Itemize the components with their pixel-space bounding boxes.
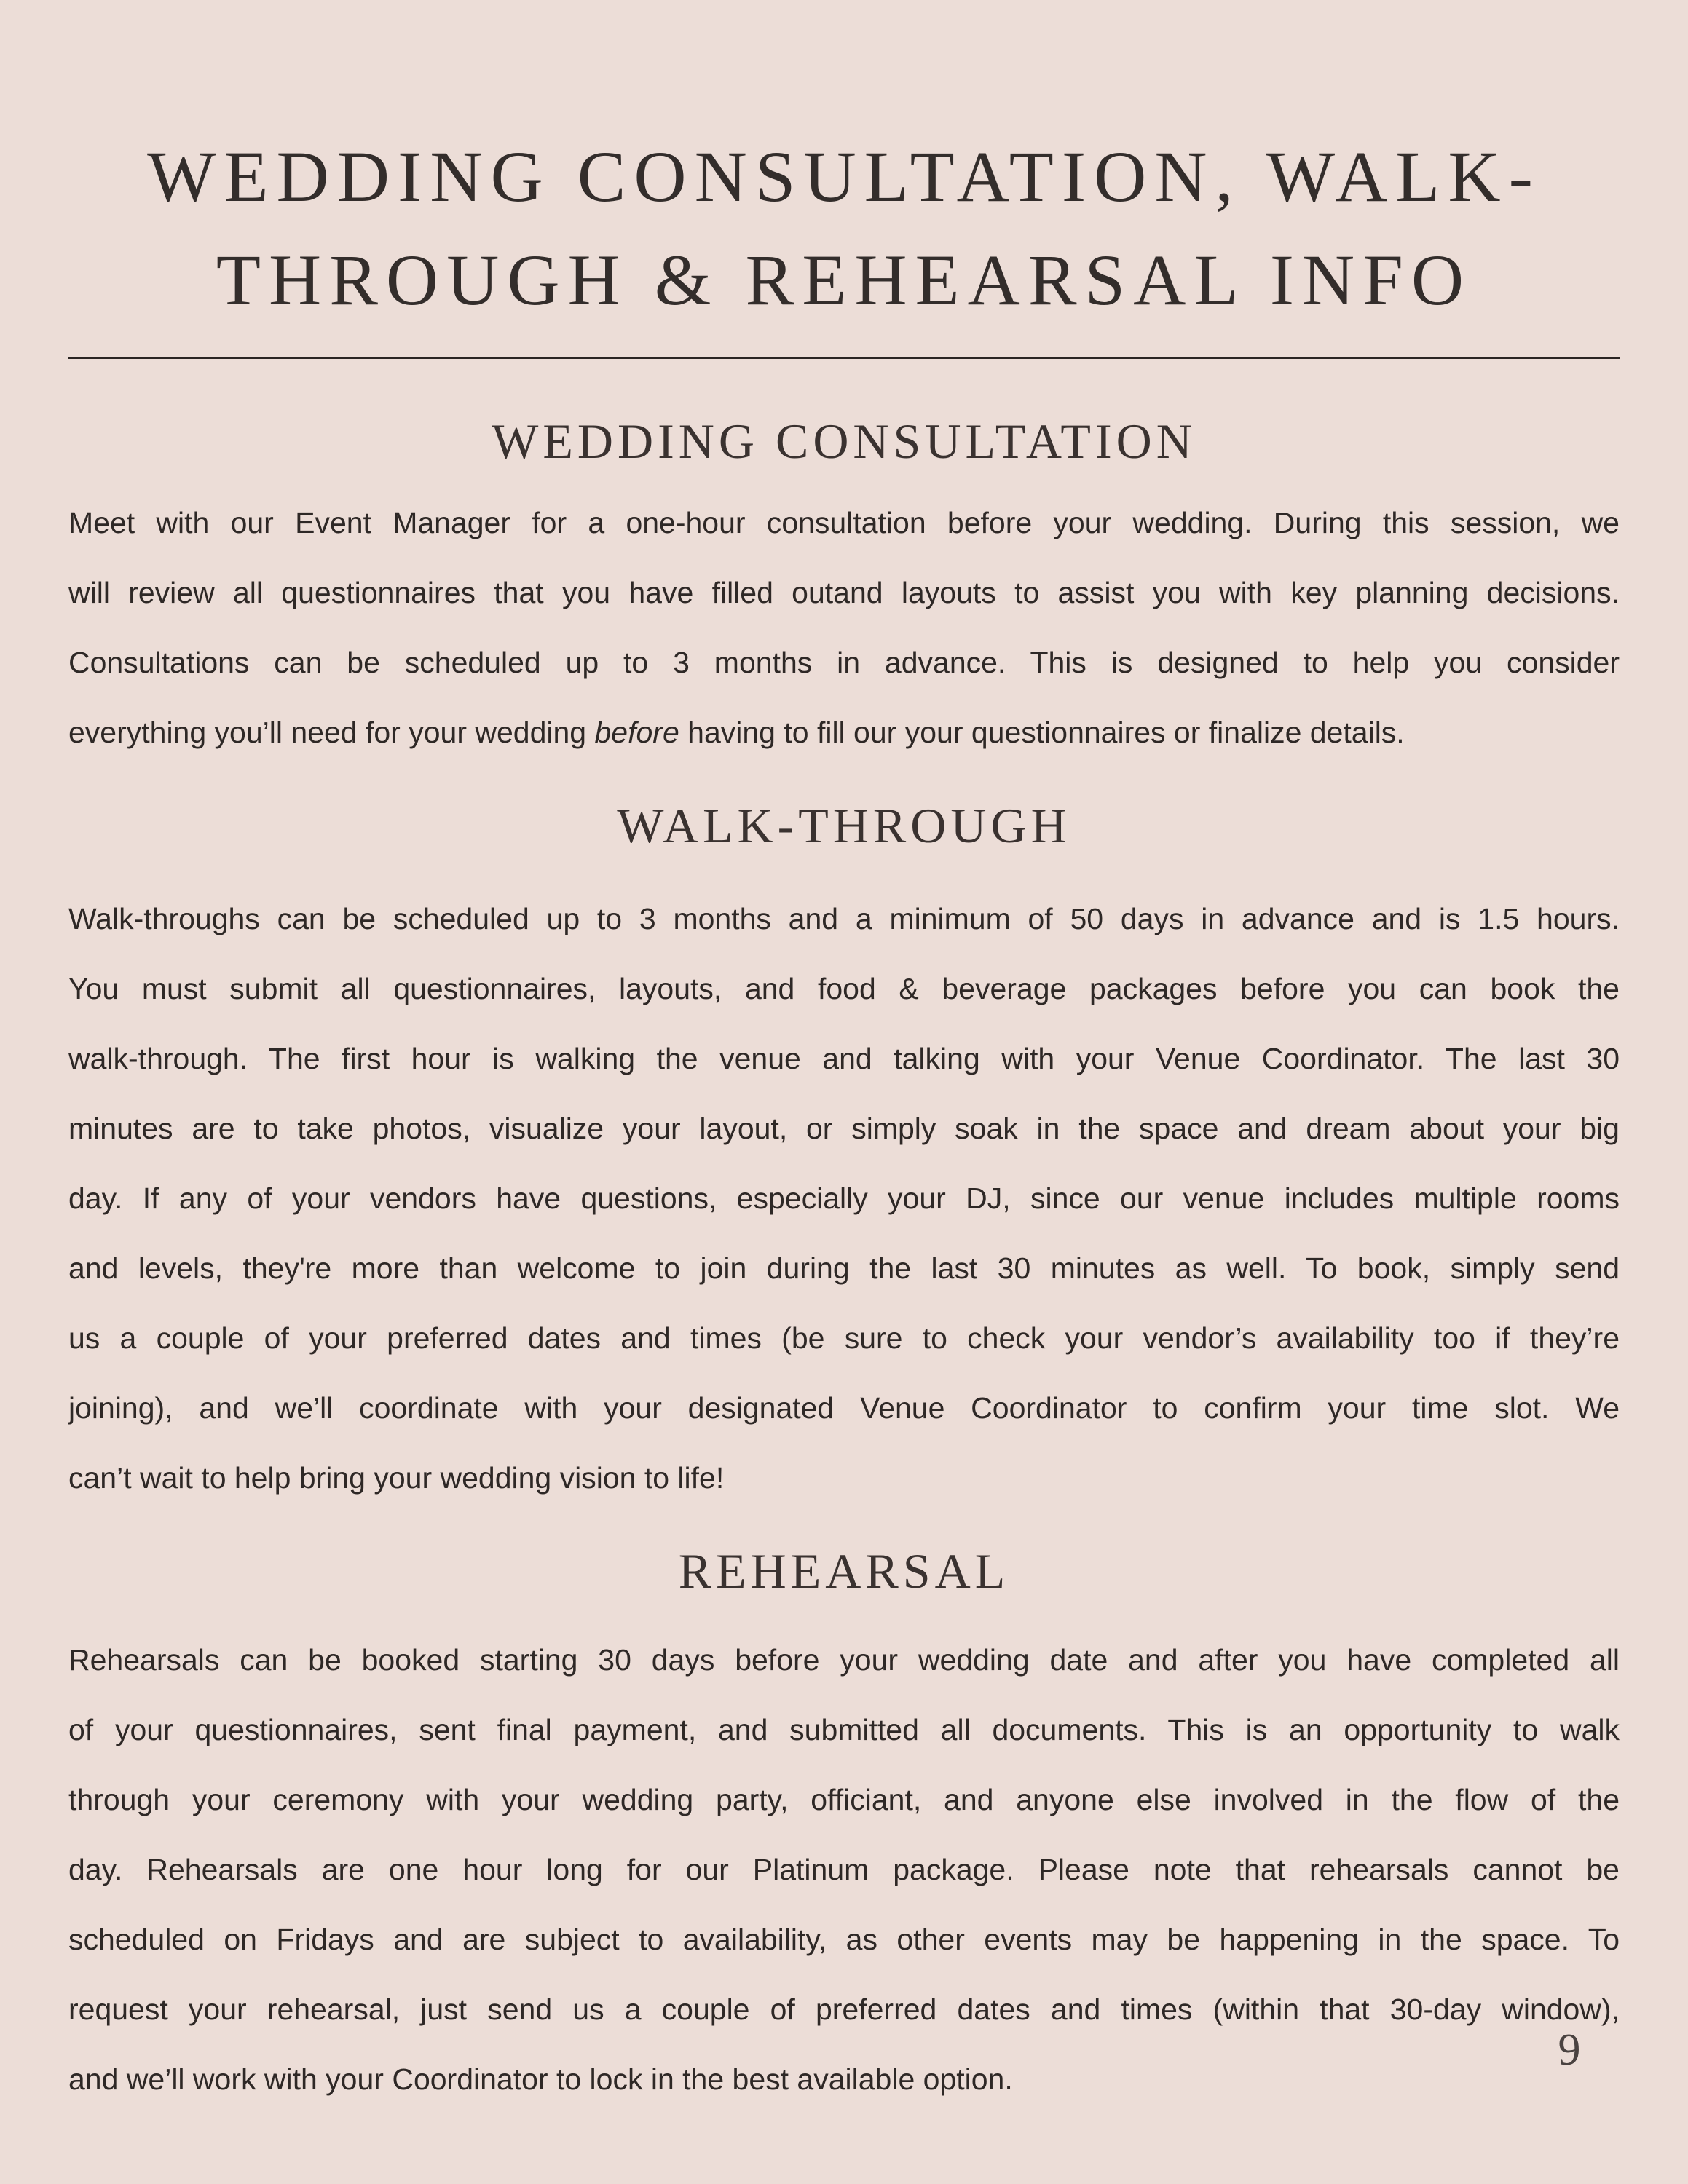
rehearsal-line: and we’ll work with your Coordinator to lock in the best available option.: [68, 2062, 1013, 2096]
page-number: 9: [1558, 2025, 1581, 2075]
rehearsal-line: day. Rehearsals are one hour long for our Platinum package. Please note that rehearsals cannot be: [68, 1853, 1620, 1886]
consultation-text: everything you’ll need for your wedding: [68, 716, 595, 749]
walkthrough-line: joining), and we’ll coordinate with your designated Venue Coordinator to confirm your time slot. We: [68, 1391, 1620, 1425]
walkthrough-line: walk-through. The first hour is walking the venue and talking with your Venue Coordinator. The last 30: [68, 1042, 1620, 1075]
consultation-line: Consultations can be scheduled up to 3 months in advance. This is designed to help you consider: [68, 646, 1620, 679]
section-heading-rehearsal: REHEARSAL: [678, 1543, 1010, 1599]
section-heading-walkthrough: WALK-THROUGH: [617, 798, 1071, 853]
walkthrough-paragraph: [68, 884, 1620, 1513]
rehearsal-paragraph: [68, 1625, 1620, 2114]
page-title-line-2: THROUGH & REHEARSAL INFO: [216, 240, 1472, 320]
page-title-line-1: WEDDING CONSULTATION, WALK-: [147, 136, 1541, 217]
consultation-text: having to fill our your questionnaires or finalize details.: [679, 716, 1405, 749]
walkthrough-line: minutes are to take photos, visualize your layout, or simply soak in the space and dream about your big: [68, 1112, 1620, 1145]
rehearsal-line: through your ceremony with your wedding party, officiant, and anyone else involved in the flow of the: [68, 1783, 1620, 1816]
title-divider: [68, 357, 1620, 359]
page-title: [0, 125, 1688, 332]
walkthrough-line: can’t wait to help bring your wedding vision to life!: [68, 1461, 725, 1495]
rehearsal-line: scheduled on Fridays and are subject to availability, as other events may be happening in the space. To: [68, 1923, 1620, 1956]
emphasis-text: before: [594, 716, 679, 749]
consultation-line: will review all questionnaires that you have filled outand layouts to assist you with key planning decisions.: [68, 576, 1620, 609]
consultation-line: Meet with our Event Manager for a one-hour consultation before your wedding. During this session, we: [68, 506, 1620, 539]
rehearsal-line: of your questionnaires, sent final payment, and submitted all documents. This is an opportunity to walk: [68, 1713, 1620, 1746]
walkthrough-line: us a couple of your preferred dates and times (be sure to check your vendor’s availability too if they’re: [68, 1321, 1620, 1355]
rehearsal-line: request your rehearsal, just send us a couple of preferred dates and times (within that 30-day window),: [68, 1993, 1620, 2026]
walkthrough-line: day. If any of your vendors have questions, especially your DJ, since our venue includes multiple rooms: [68, 1182, 1620, 1215]
walkthrough-line: Walk-throughs can be scheduled up to 3 months and a minimum of 50 days in advance and is 1.5 hours.: [68, 902, 1620, 935]
walkthrough-line: and levels, they're more than welcome to join during the last 30 minutes as well. To book, simply send: [68, 1251, 1620, 1285]
walkthrough-line: You must submit all questionnaires, layouts, and food & beverage packages before you can book the: [68, 972, 1620, 1005]
consultation-line: [68, 697, 1620, 767]
section-heading-consultation: WEDDING CONSULTATION: [492, 414, 1196, 469]
rehearsal-line: Rehearsals can be booked starting 30 days before your wedding date and after you have completed all: [68, 1643, 1620, 1677]
consultation-paragraph: [68, 488, 1620, 767]
